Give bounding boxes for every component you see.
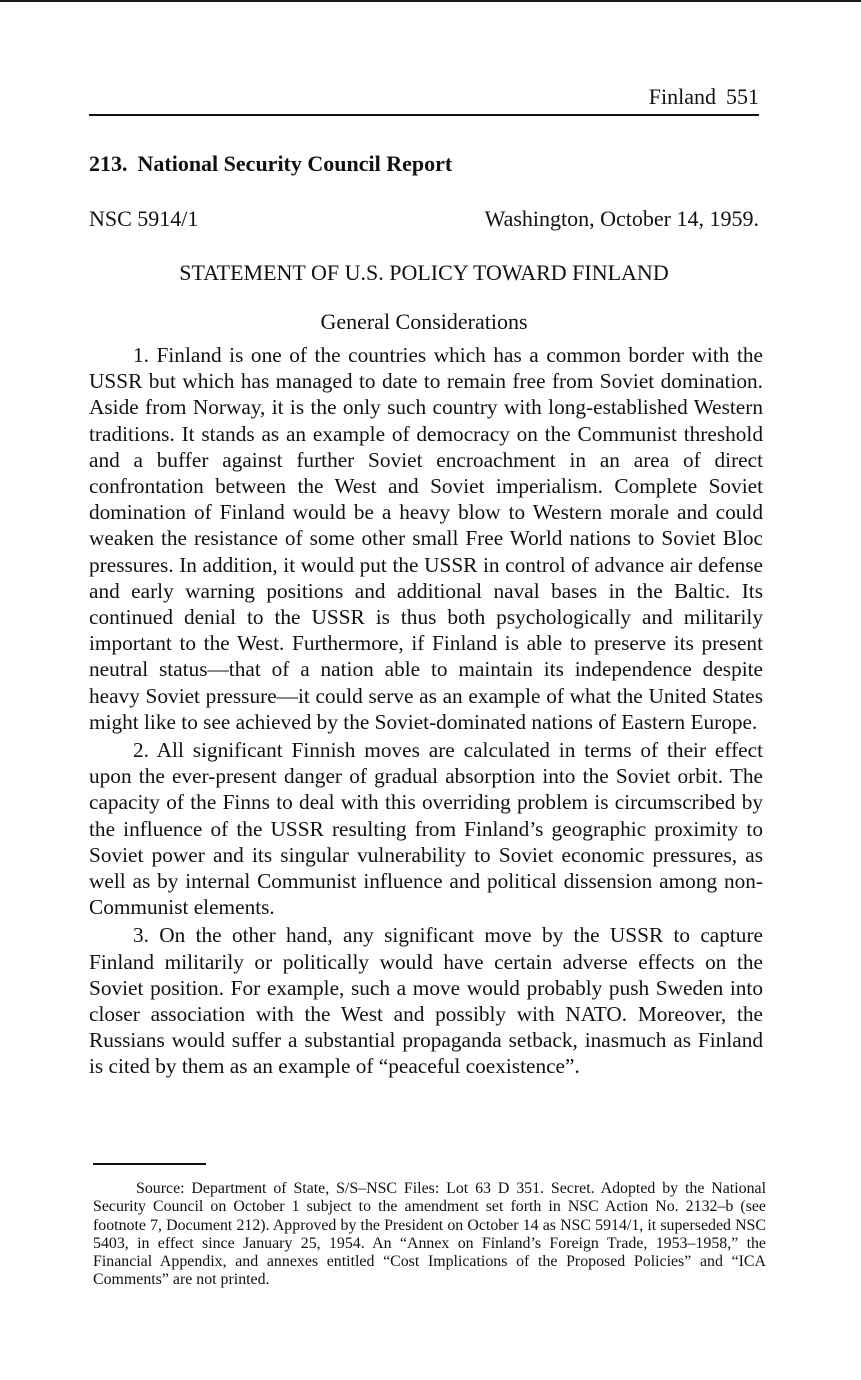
document-title	[89, 151, 452, 177]
scan-edge-line	[0, 0, 861, 2]
document-reference: NSC 5914/1	[89, 206, 199, 231]
statement-heading: STATEMENT OF U.S. POLICY TOWARD FINLAND	[179, 260, 669, 285]
source-footnote: Source: Department of State, S/S–NSC Files: Lot 63 D 351. Secret. Adopted by the National Security Council on October 1 subject to the amendment set forth in NSC Action No. 2132–b (see footnote 7, Document 212). Approved by the President on October 14 as NSC 5914/1, it superseded NSC 5403, in effect since January 25, 1954. An “Annex on Finland’s Foreign Trade, 1953–1958,” the Financial Appendix, and annexes entitled “Cost Implications of the Proposed Policies” and “ICA Comments” are not printed.	[93, 1180, 766, 1289]
paragraph-2: 2. All significant Finnish moves are calculated in terms of their effect upon the ever-present danger of gradual absorption into the Soviet orbit. The capacity of the Finns to deal with this overriding problem is circumscribed by the influence of the USSR resulting from Finland’s geographic proximity to Soviet power and its singular vulnerability to Soviet economic pressures, as well as by internal Communist influence and political dissension among non-Communist elements.	[89, 738, 763, 920]
running-head-title: Finland	[648, 84, 716, 109]
header-rule	[89, 114, 759, 116]
page-number: 551	[726, 84, 759, 109]
footnote-rule	[93, 1163, 206, 1165]
paragraph-3: 3. On the other hand, any significant move by the USSR to capture Finland militarily or politically would have certain adverse effects on the Soviet position. For example, such a move would probably push Sweden into closer association with the West and possibly with NATO. Moreover, the Russians would suffer a substantial propaganda setback, inasmuch as Finland is cited by them as an example of “peaceful coexistence”.	[89, 923, 763, 1079]
document-meta-line	[89, 206, 759, 232]
body-text	[89, 342, 763, 1082]
running-head	[89, 84, 759, 110]
section-heading: General Considerations	[320, 309, 528, 334]
dateline: Washington, October 14, 1959.	[484, 206, 759, 231]
document-title-text: National Security Council Report	[137, 151, 453, 176]
paragraph-1: 1. Finland is one of the countries which has a common border with the USSR but which has managed to date to remain free from Soviet domination. Aside from Norway, it is the only such country with long-established Western traditions. It stands as an example of democracy on the Communist threshold and a buffer against further Soviet encroachment in an area of direct confrontation between the West and Soviet imperialism. Complete Soviet domination of Finland would be a heavy blow to Western morale and could weaken the resistance of some other small Free World nations to Soviet Bloc pressures. In addition, it would put the USSR in control of advance air defense and early warning positions and additional naval bases in the Baltic. Its continued denial to the USSR is thus both psychologically and militarily important to the West. Furthermore, if Finland is able to preserve its present neutral status—that of a nation able to maintain its independence despite heavy Soviet pressure—it could serve as an example of what the United States might like to see achieved by the Soviet-dominated nations of Eastern Europe.	[89, 343, 763, 734]
document-number: 213.	[89, 151, 128, 176]
